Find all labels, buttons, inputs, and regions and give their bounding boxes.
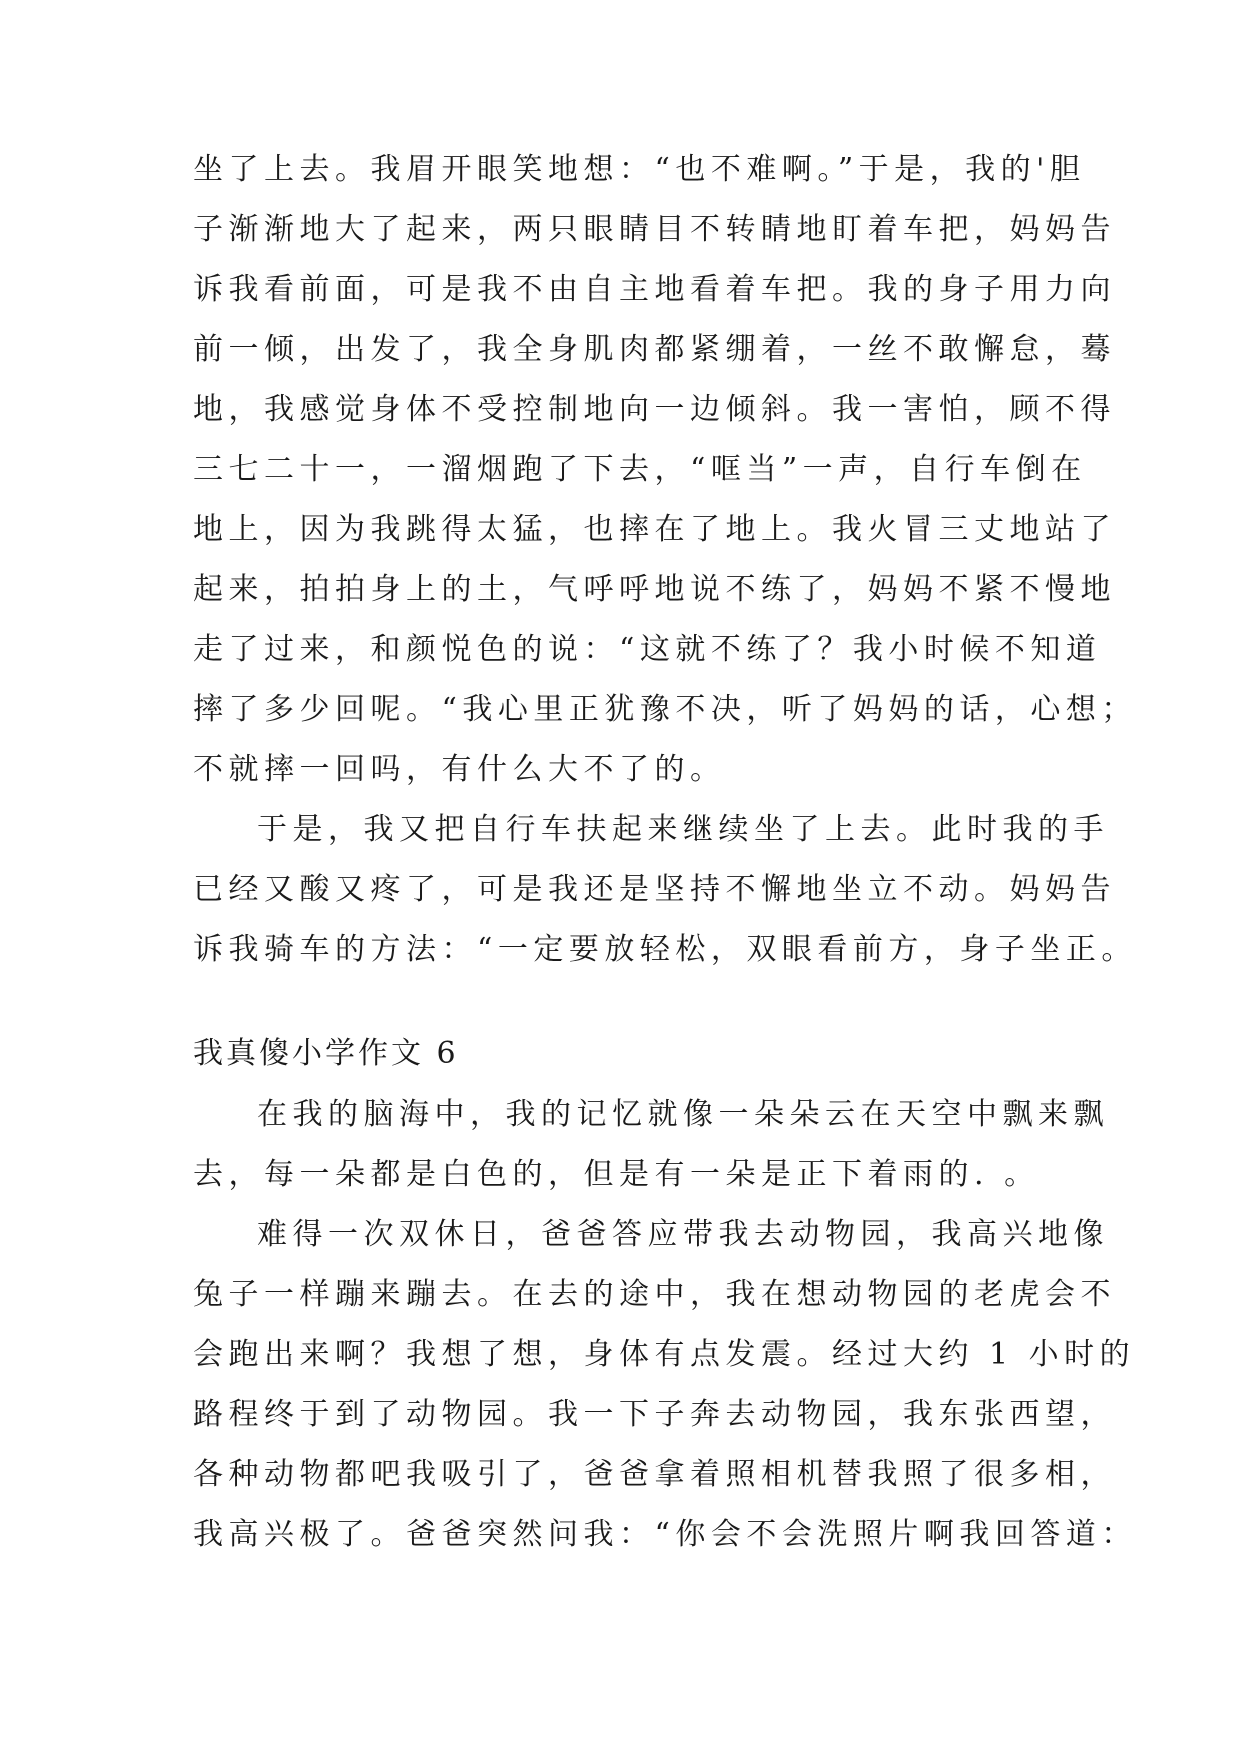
paragraph-3-line-1: 在我的脑海中，我的记忆就像一朵朵云在天空中飘来飘 <box>257 1097 1109 1132</box>
paragraph-1-line-6: 三七二十一，一溜烟跑了下去，“哐当”一声，自行车倒在 <box>193 452 1087 487</box>
paragraph-2-line-3: 诉我骑车的方法：“一定要放轻松，双眼看前方，身子坐正。 <box>193 932 1137 967</box>
paragraph-1-line-5: 地，我感觉身体不受控制地向一边倾斜。我一害怕，顾不得 <box>193 392 1116 427</box>
paragraph-4-line-6: 我高兴极了。爸爸突然问我：“你会不会洗照片啊我回答道： <box>193 1517 1137 1552</box>
paragraph-1-line-7: 地上，因为我跳得太猛，也摔在了地上。我火冒三丈地站了 <box>193 512 1116 547</box>
paragraph-1-line-11: 不就摔一回吗，有什么大不了的。 <box>193 752 726 787</box>
paragraph-1-line-8: 起来，拍拍身上的土，气呼呼地说不练了，妈妈不紧不慢地 <box>193 572 1116 607</box>
paragraph-2-line-2: 已经又酸又疼了，可是我还是坚持不懈地坐立不动。妈妈告 <box>193 872 1116 907</box>
paragraph-1-line-2: 子渐渐地大了起来，两只眼睛目不转睛地盯着车把，妈妈告 <box>193 212 1116 247</box>
paragraph-4-line-2: 兔子一样蹦来蹦去。在去的途中，我在想动物园的老虎会不 <box>193 1277 1116 1312</box>
section-heading: 我真傻小学作文 6 <box>193 1036 459 1071</box>
paragraph-4-line-1: 难得一次双休日，爸爸答应带我去动物园，我高兴地像 <box>257 1217 1109 1252</box>
paragraph-1-line-3: 诉我看前面，可是我不由自主地看着车把。我的身子用力向 <box>193 272 1116 307</box>
paragraph-4-line-5: 各种动物都吧我吸引了，爸爸拿着照相机替我照了很多相， <box>193 1457 1116 1492</box>
paragraph-1-line-1: 坐了上去。我眉开眼笑地想：“也不难啊。”于是，我的'胆 <box>193 152 1086 187</box>
paragraph-1-line-4: 前一倾，出发了，我全身肌肉都紧绷着，一丝不敢懈怠，蓦 <box>193 332 1116 367</box>
paragraph-1-line-9: 走了过来，和颜悦色的说：“这就不练了？我小时候不知道 <box>193 632 1102 667</box>
paragraph-4-line-3: 会跑出来啊？我想了想，身体有点发震。经过大约 1 小时的 <box>193 1337 1136 1372</box>
paragraph-1-line-10: 摔了多少回呢。“我心里正犹豫不决，听了妈妈的话，心想； <box>193 692 1137 727</box>
paragraph-4-line-4: 路程终于到了动物园。我一下子奔去动物园，我东张西望， <box>193 1397 1116 1432</box>
paragraph-2-line-1: 于是，我又把自行车扶起来继续坐了上去。此时我的手 <box>257 812 1109 847</box>
paragraph-3-line-2: 去，每一朵都是白色的，但是有一朵是正下着雨的. 。 <box>193 1157 1040 1192</box>
